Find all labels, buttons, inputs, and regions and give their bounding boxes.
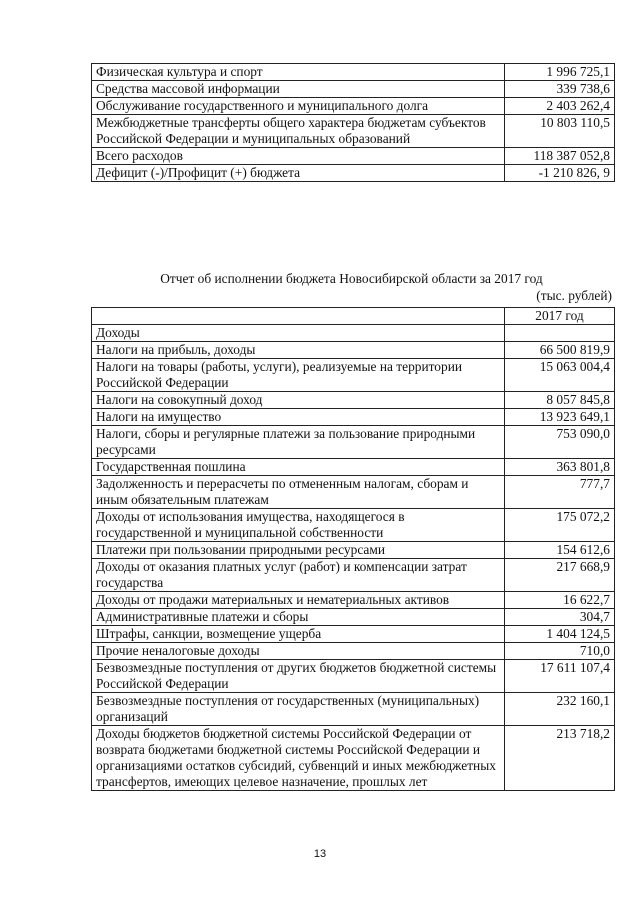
table-row (92, 643, 615, 660)
row-label: Доходы от оказания платных услуг (работ) и компенсации затрат государства (92, 559, 505, 592)
section-empty-cell (505, 325, 615, 342)
row-value: 10 803 110,5 (505, 115, 615, 148)
row-value: 304,7 (505, 609, 615, 626)
row-label: Дефицит (-)/Профицит (+) бюджета (92, 165, 505, 182)
row-value: 710,0 (505, 643, 615, 660)
row-value: 66 500 819,9 (505, 342, 615, 359)
row-label: Физическая культура и спорт (92, 64, 505, 81)
table-row (92, 165, 615, 182)
table-row (92, 426, 615, 459)
table-row (92, 693, 615, 726)
table-row (92, 115, 615, 148)
row-label: Налоги, сборы и регулярные платежи за пользование природными ресурсами (92, 426, 505, 459)
row-label: Безвозмездные поступления от государственных (муниципальных) организаций (92, 693, 505, 726)
table-row (92, 660, 615, 693)
table-row (92, 592, 615, 609)
section-row (92, 325, 615, 342)
table-row (92, 726, 615, 791)
table-row (92, 392, 615, 409)
table-row (92, 409, 615, 426)
table-row (92, 148, 615, 165)
row-value: -1 210 826, 9 (505, 165, 615, 182)
row-value: 16 622,7 (505, 592, 615, 609)
row-value: 1 404 124,5 (505, 626, 615, 643)
table-row (92, 342, 615, 359)
row-value: 13 923 649,1 (505, 409, 615, 426)
row-value: 17 611 107,4 (505, 660, 615, 693)
table-row (92, 359, 615, 392)
table2-body (92, 308, 615, 791)
row-label: Налоги на имущество (92, 409, 505, 426)
row-label: Государственная пошлина (92, 459, 505, 476)
table-header-row (92, 308, 615, 325)
row-value: 175 072,2 (505, 509, 615, 542)
table-row (92, 559, 615, 592)
row-value: 232 160,1 (505, 693, 615, 726)
row-label: Всего расходов (92, 148, 505, 165)
row-label: Прочие неналоговые доходы (92, 643, 505, 660)
row-label: Доходы от использования имущества, находящегося в государственной и муниципальной собственности (92, 509, 505, 542)
table-row (92, 542, 615, 559)
table-row (92, 64, 615, 81)
table-row (92, 509, 615, 542)
row-value: 15 063 004,4 (505, 359, 615, 392)
row-value: 1 996 725,1 (505, 64, 615, 81)
report-title: Отчет об исполнении бюджета Новосибирской области за 2017 год (160, 271, 543, 286)
row-label: Задолженность и перерасчеты по отмененным налогам, сборам и иным обязательным платежам (92, 476, 505, 509)
row-value: 2 403 262,4 (505, 98, 615, 115)
row-value: 363 801,8 (505, 459, 615, 476)
row-label: Штрафы, санкции, возмещение ущерба (92, 626, 505, 643)
header-empty-cell (92, 308, 505, 325)
row-value: 154 612,6 (505, 542, 615, 559)
table-row (92, 98, 615, 115)
row-label: Безвозмездные поступления от других бюджетов бюджетной системы Российской Федерации (92, 660, 505, 693)
row-label: Административные платежи и сборы (92, 609, 505, 626)
row-value: 753 090,0 (505, 426, 615, 459)
table-row (92, 476, 615, 509)
table-row (92, 459, 615, 476)
row-value: 339 738,6 (505, 81, 615, 98)
row-label: Средства массовой информации (92, 81, 505, 98)
section-label: Доходы (92, 325, 505, 342)
budget-expenses-table (91, 63, 615, 182)
budget-execution-table (91, 307, 615, 791)
row-label: Доходы бюджетов бюджетной системы Российской Федерации от возврата бюджетами бюджетной системы Российской Федерации и организациями остатков субсидий, субвенций и иных межбюджетных трансфертов, имеющих целевое назначение, прошлых лет (92, 726, 505, 791)
row-label: Доходы от продажи материальных и нематериальных активов (92, 592, 505, 609)
page-number: 13 (313, 848, 327, 860)
row-value: 777,7 (505, 476, 615, 509)
row-label: Налоги на совокупный доход (92, 392, 505, 409)
unit-label: (тыс. рублей) (536, 288, 612, 303)
row-label: Налоги на прибыль, доходы (92, 342, 505, 359)
table-row (92, 609, 615, 626)
table-row (92, 81, 615, 98)
row-value: 213 718,2 (505, 726, 615, 791)
row-label: Межбюджетные трансферты общего характера бюджетам субъектов Российской Федерации и муниципальных образований (92, 115, 505, 148)
row-label: Обслуживание государственного и муниципального долга (92, 98, 505, 115)
row-value: 217 668,9 (505, 559, 615, 592)
row-value: 118 387 052,8 (505, 148, 615, 165)
table-row (92, 626, 615, 643)
row-label: Платежи при пользовании природными ресурсами (92, 542, 505, 559)
row-value: 8 057 845,8 (505, 392, 615, 409)
year-header: 2017 год (505, 308, 615, 325)
row-label: Налоги на товары (работы, услуги), реализуемые на территории Российской Федерации (92, 359, 505, 392)
table1-body (92, 64, 615, 182)
